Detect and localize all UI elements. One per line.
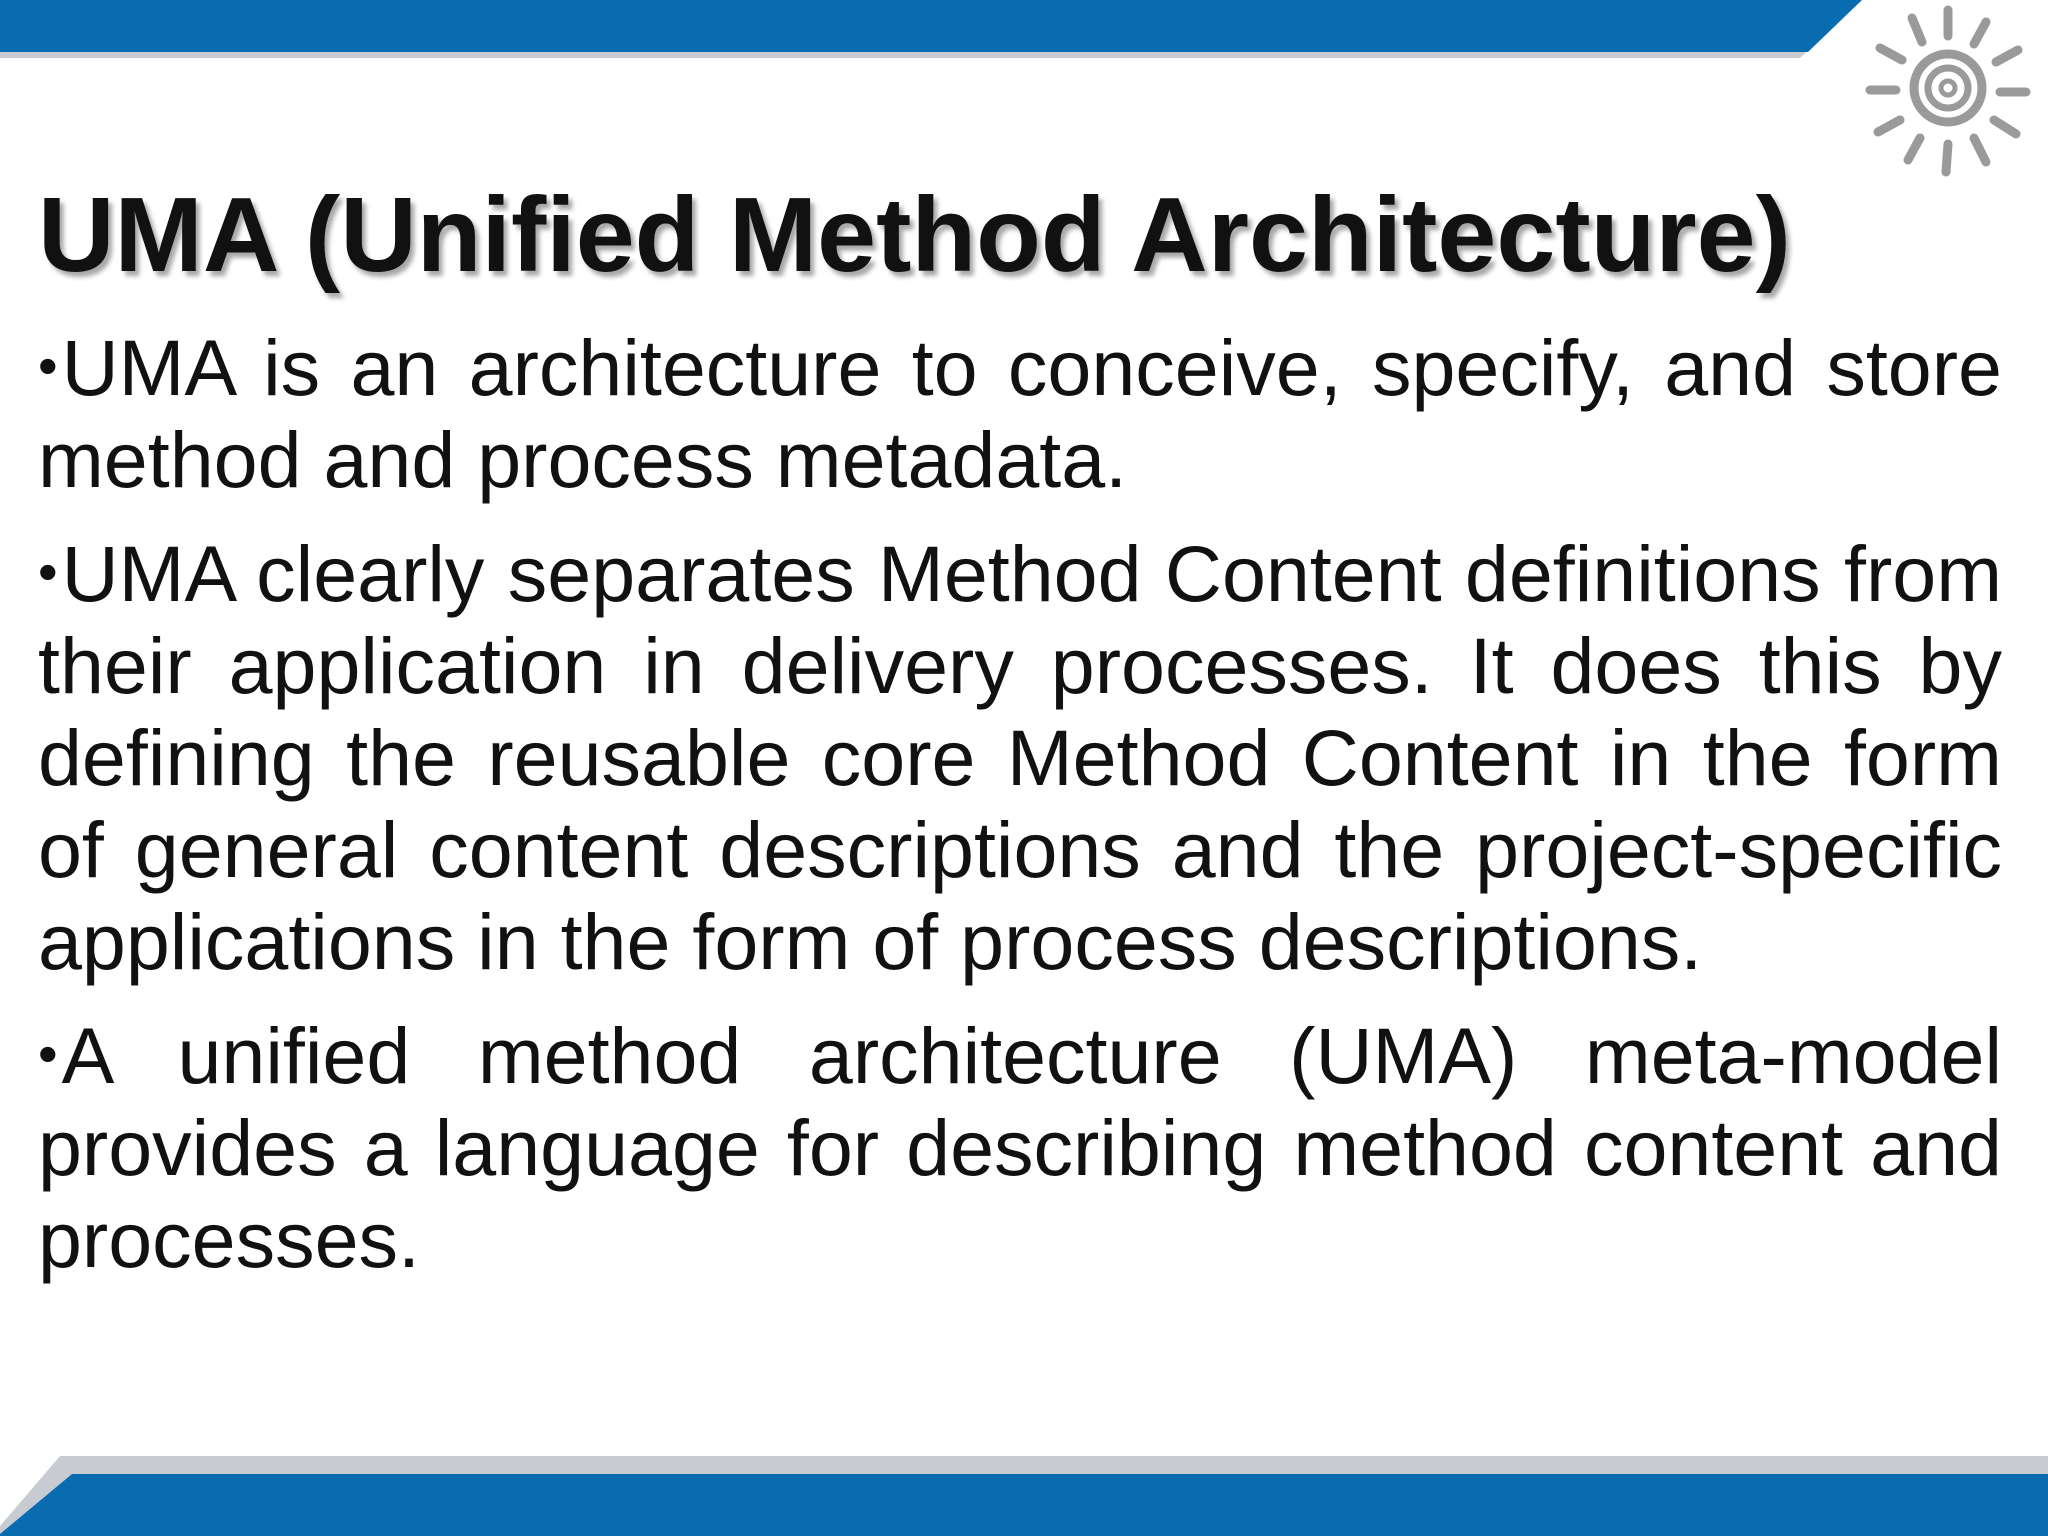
- bullet-mark: •: [38, 540, 58, 603]
- slide-title: UMA (Unified Method Architecture): [38, 176, 1791, 294]
- sun-spiral-icon: [1858, 0, 2038, 180]
- top-banner: [0, 0, 2048, 70]
- bullet-text: UMA clearly separates Method Content definitions from their application in delivery processes. It does this by defining the reusable core Method Content in the form of general content descriptions and the project-specific applications in the form of process descriptions.: [38, 529, 2002, 986]
- bullet-text: UMA is an architecture to conceive, specify, and store method and process metadata.: [38, 323, 2002, 504]
- bullet-mark: •: [38, 334, 58, 397]
- bullet-item: [38, 526, 2002, 988]
- bullet-item: [38, 320, 2002, 506]
- bullet-mark: •: [38, 1022, 58, 1085]
- bullet-text: A unified method architecture (UMA) meta-model provides a language for describing method content and processes.: [38, 1011, 2002, 1284]
- bottom-banner: [0, 1456, 2048, 1536]
- bullet-list: [38, 320, 2002, 1306]
- bullet-item: [38, 1008, 2002, 1286]
